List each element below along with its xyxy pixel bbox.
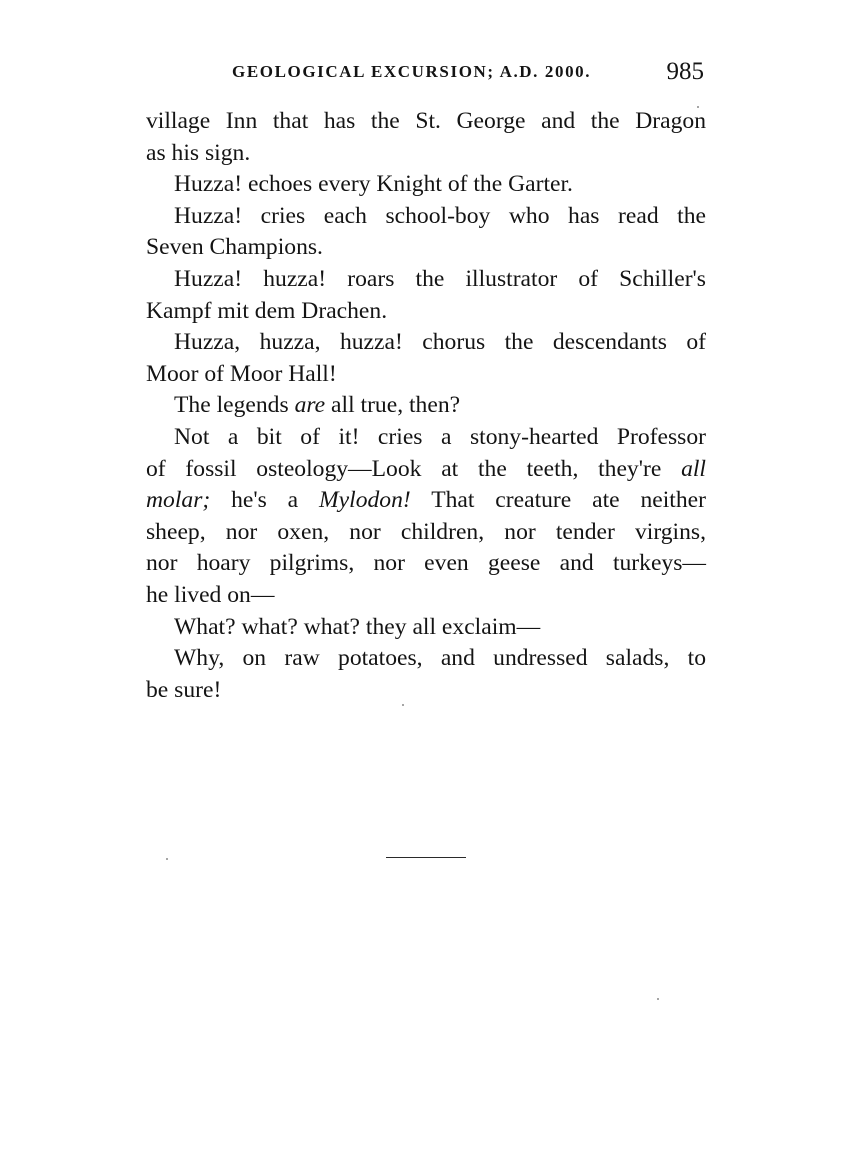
text-line: Huzza, huzza, huzza! chorus the descendants of (174, 329, 706, 356)
text-line: What? what? what? they all exclaim— (174, 613, 541, 640)
text-line (146, 454, 706, 486)
paper-speck (697, 106, 699, 108)
paper-speck (657, 998, 659, 1000)
text-line: Seven Champions. (146, 234, 323, 261)
text-line: village Inn that has the St. George and the Dragon (146, 108, 706, 134)
running-header (146, 56, 706, 96)
section-divider (386, 857, 466, 858)
text-line: nor hoary pilgrims, nor even geese and turkeys— (146, 550, 706, 577)
text-fragment: of fossil osteology—Look at the teeth, they're (146, 455, 682, 482)
paper-speck (166, 858, 168, 860)
text-line: Why, on raw potatoes, and undressed salads, to (174, 645, 706, 672)
page-number: 985 (666, 58, 704, 85)
text-line: Huzza! huzza! roars the illustrator of Schiller's (174, 265, 706, 292)
text-line: be sure! (146, 676, 222, 703)
italic-emphasis: are (294, 392, 326, 419)
text-fragment: all true, then? (325, 392, 461, 419)
text-line: Moor of Moor Hall! (146, 360, 337, 387)
text-line (146, 390, 706, 422)
text-line: as his sign. (146, 139, 251, 166)
body-text (146, 106, 706, 706)
italic-emphasis: Mylodon! (319, 487, 411, 514)
italic-emphasis: molar; (146, 487, 211, 514)
text-fragment: he's a (210, 487, 320, 514)
text-fragment: The legends (174, 392, 295, 419)
text-line (146, 485, 706, 517)
italic-emphasis: all (681, 455, 706, 482)
running-title: GEOLOGICAL EXCURSION; A.D. 2000. (232, 62, 592, 81)
text-line: sheep, nor oxen, nor children, nor tender virgins, (146, 518, 706, 545)
paper-speck (402, 704, 404, 706)
text-line: Huzza! cries each school-boy who has read the (174, 202, 706, 229)
text-line: Huzza! echoes every Knight of the Garter. (174, 171, 573, 198)
text-line: Not a bit of it! cries a stony-hearted Professor (174, 423, 706, 450)
text-fragment: That creature ate neither (410, 487, 706, 514)
text-line: he lived on— (146, 581, 275, 608)
text-line: Kampf mit dem Drachen. (146, 297, 388, 324)
